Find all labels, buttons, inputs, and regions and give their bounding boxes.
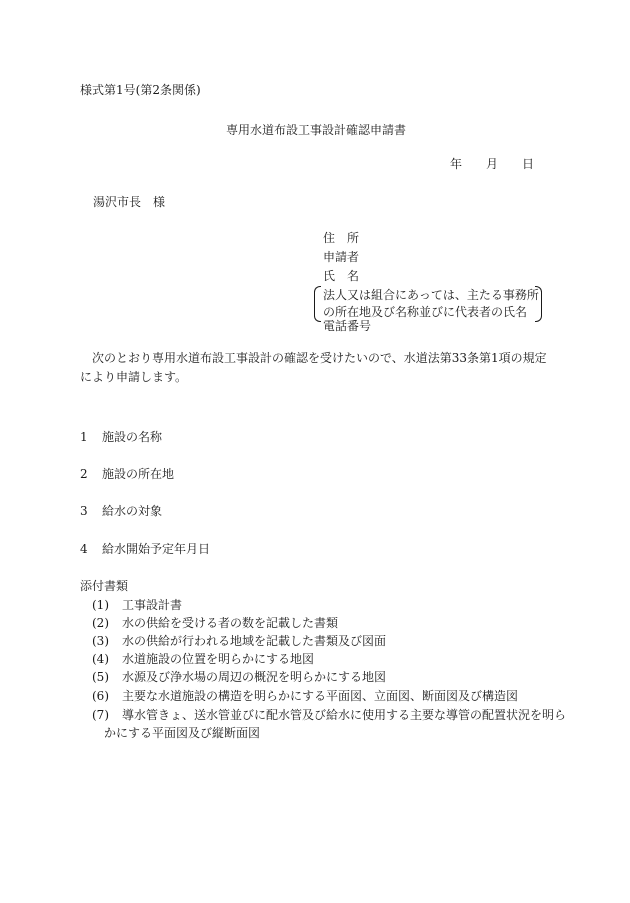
item-supply-target	[80, 503, 162, 519]
attachment-text: 導水管きょ、送水管並びに配水管及び給水に使用する主要な導管の配置状況を明ら	[122, 708, 567, 722]
item-facility-name	[80, 429, 162, 445]
applicant-label: 申請者	[323, 250, 360, 264]
corporate-note	[314, 286, 542, 322]
item-number: 1	[80, 430, 88, 444]
attachment-text: 水源及び浄水場の周辺の概況を明らかにする地図	[122, 670, 387, 684]
attachment-item	[92, 632, 386, 650]
attachments-heading: 添付書類	[80, 579, 129, 593]
item-facility-location	[80, 466, 174, 482]
attachment-text: 水の供給を受ける者の数を記載した書類	[122, 616, 339, 630]
attachment-item	[92, 668, 386, 686]
item-label: 施設の所在地	[102, 467, 175, 481]
attachment-text: 水の供給が行われる地域を記載した書類及び図面	[122, 634, 387, 648]
attachment-number: (4)	[92, 652, 109, 666]
item-supply-start-date	[80, 541, 210, 557]
attachment-item	[92, 687, 518, 705]
item-label: 施設の名称	[102, 430, 163, 444]
body-text: 次のとおり専用水道布設工事設計の確認を受けたいので、水道法第33条第1項の規定により申請します。	[80, 351, 547, 384]
attachment-number: (1)	[92, 598, 109, 612]
name-label: 氏 名	[323, 269, 360, 283]
date-day-label: 日	[522, 157, 535, 171]
item-number: 3	[80, 504, 88, 518]
date-month-label: 月	[486, 157, 499, 171]
corporate-note-line2: の所在地及び名称並びに代表者の氏名	[323, 305, 528, 319]
date-year-label: 年	[450, 157, 463, 171]
phone-label: 電話番号	[323, 319, 372, 333]
addressee: 湯沢市長 様	[93, 195, 166, 209]
form-number: 様式第1号(第2条関係)	[80, 83, 201, 97]
attachment-text: 工事設計書	[122, 598, 183, 612]
attachment-number: (2)	[92, 616, 109, 630]
item-number: 2	[80, 467, 88, 481]
corporate-note-line1: 法人又は組合にあっては、主たる事務所	[323, 288, 539, 302]
attachment-item	[92, 614, 338, 632]
attachment-item	[92, 596, 182, 614]
attachment-text: 水道施設の位置を明らかにする地図	[122, 652, 315, 666]
attachment-item	[92, 650, 314, 668]
item-label: 給水開始予定年月日	[102, 542, 211, 556]
address-label: 住 所	[323, 231, 360, 245]
document-title: 専用水道布設工事設計確認申請書	[226, 123, 407, 137]
item-number: 4	[80, 542, 88, 556]
attachment-number: (6)	[92, 689, 109, 703]
attachment-text: 主要な水道施設の構造を明らかにする平面図、立面図、断面図及び構造図	[122, 689, 519, 703]
item-label: 給水の対象	[102, 504, 163, 518]
attachment-number: (3)	[92, 634, 109, 648]
attachment-item	[92, 706, 566, 724]
attachment-number: (7)	[92, 708, 109, 722]
attachment-continuation: かにする平面図及び縦断面図	[104, 726, 261, 740]
attachment-number: (5)	[92, 670, 109, 684]
left-bracket	[314, 286, 321, 322]
